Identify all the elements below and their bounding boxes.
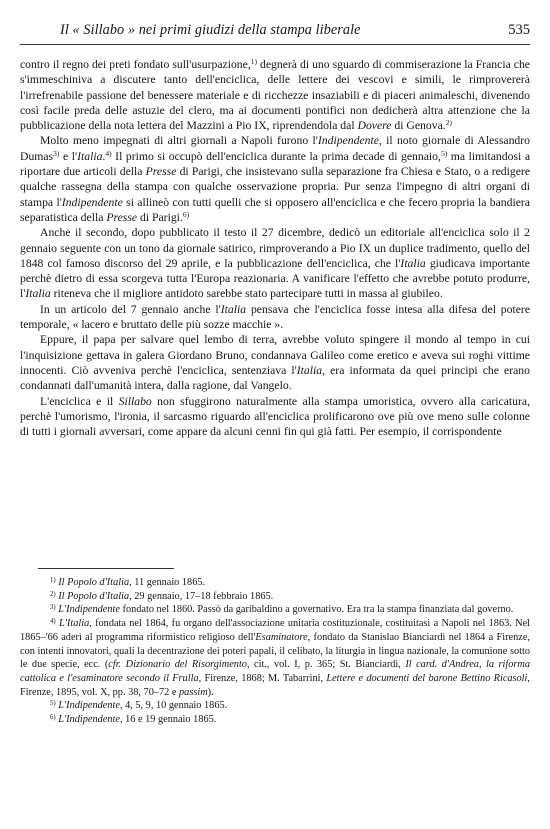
text-run: si allineò con tutti quelli che si opposero all'enciclica e che fecero propria la bandiera separatistica della [20,195,530,224]
text-run: degnerà di uno sguardo di commiserazione la Francia che s'immeschiniva a discutere tanto dell'enciclica, delle lettere dei vescovi e simili, le rimprovererà l'irrefrenabile passione del benessere materiale e di ricchezze insaziabili e di piaceri animaleschi, divenendo così facile preda delle astuzie del clero, ma ai documenti pontifici non dedicherà altra attenzione che la pubblicazione della nota lettera del Mazzini a Pio IX, riprendendola dal [20,58,530,133]
text-run: di Parigi, che insistevano sulla separazione fra Chiesa e Stato, o a redigere qualche rassegna della stampa con qualche osservazione propria. Pur senza l'impegno di altri organi di stampa l' [20,165,531,209]
italic-text: Il Popolo d'Italia [58,577,130,588]
text-run: e l' [59,149,78,163]
footnote-ref: 5) [50,700,56,708]
footnote [20,699,530,713]
italic-text: Italia [77,149,103,163]
text-run: pensava che l'enciclica fosse intesa alla difesa del potere temporale, « lacero e bruttato delle più sozze macchie ». [20,302,531,332]
text-run: di Parigi. [137,210,183,224]
italic-text: L'Indipendente [58,604,120,616]
text-run: Molto meno impegnati di altri giornali a Napoli furono l' [40,134,318,148]
italic-text: Il card. d'Andrea, la riforma cattolica e l'esaminatore secondo il Frulla [20,659,530,684]
running-title: Il « Sillabo » nei primi giudizi della stampa liberale [60,22,361,38]
footnote-ref: 1) [50,577,56,584]
text-run: ma limitandosi a riportare due articoli della [20,149,531,179]
italic-text: Italia [25,287,51,301]
text-run: ). [207,686,214,698]
text-run: , fondato da Stanislao Bianciardi nel 1864 a Firenze, con intenti innovatori, quali la decentrazione dei poteri papali, il celibato, la liturgia in lingua nazionale, la comunione sotto le due specie, ecc. ( [20,631,530,671]
text-run: , il noto giornale di Alessandro Dumas [20,134,530,163]
text-run: non sfuggirono naturalmente alla stampa umoristica, ovvero alla caricatura, perchè l'umorismo, l'ironia, il sarcasmo riguardo all'enciclica prolificarono ove più ove meno sulle colonne di tutti i giornali avversari, come appare da alcuni cenni fin qui già fatti. Per esempio, il corrispondente [20,394,531,439]
text-run: giudicava importante perchè dietro di essa scorgeva tutta l'Europa reazionaria. A vanificare l'effetto che avrebbe potuto produrre, l' [20,256,530,301]
text-run: In un articolo del 7 gennaio anche l' [40,302,221,316]
text-run: fondato nel 1860. Passò da garibaldino a governativo. Era tra la stampa finanziata dal governo. [119,604,514,616]
footnote [20,617,530,699]
italic-text: L'Indipendente [58,700,120,712]
body-paragraph [20,332,530,393]
text-run: Il primo si occupò dell'enciclica durante la prima decade di gennaio, [111,149,441,163]
footnote-ref: 3) [50,604,56,612]
italic-text: Italia [220,302,247,316]
footnote-ref: 6) [182,209,190,219]
body-paragraph [20,57,530,133]
footnote-ref: 2) [50,590,56,598]
footnote-ref: 6) [50,714,56,722]
footnote-ref: 4) [105,148,112,158]
text-run: , 16 e 19 gennaio 1865. [119,714,217,726]
italic-text: Italia [296,363,323,377]
footnote [20,590,530,604]
text-run: Eppure, il papa per salvare quel lembo di terra, avrebbe voluto spingere il mondo al tempo in cui l'inquisizione gettava in galera Giordano Bruno, condannava Galileo come eretico e aveva sui roghi vittime innocenti. Ciò avveniva perchè l'enciclica, sentenziava l' [20,333,530,377]
body-paragraph [20,133,530,225]
italic-text: L'Indipendente [58,714,120,726]
italic-text: Lettere e documenti del barone Bettino Ricasoli [326,672,528,684]
footnote [20,603,530,617]
header-rule [20,44,530,45]
footnote-ref: 5) [440,148,448,158]
italic-text: Dovere [357,119,392,133]
running-header [20,22,530,42]
italic-text: Presse [145,165,177,179]
body-paragraph [20,394,530,440]
text-run: , Firenze, 1895, vol. X, pp. 38, 70–72 e [20,672,530,698]
footnote-rule [38,568,174,569]
text-run: . [102,149,106,163]
footnote [20,713,530,727]
text-run: , fondata nel 1864, fu organo dell'associazione unitaria costituzionale, costituitasi a Napoli nel 1863. Nel 1865–'66 aderì al programma riformistico religioso dell' [20,618,530,643]
text-run: , cit., vol. I, p. 365; St. Bianciardi, [246,659,406,671]
text-run: , 29 gennaio, 17–18 febbraio 1865. [129,590,274,602]
footnotes [20,576,530,727]
italic-text: Italia [400,256,426,270]
text-run: contro il regno dei preti fondato sull'usurpazione, [20,58,251,71]
italic-text: passim [179,686,208,698]
italic-text: cfr. Dizionario del Risorgimento [108,659,247,671]
footnote-ref: 2) [445,118,452,128]
text-run: , Firenze, 1868; M. Tabarrini, [198,672,327,684]
text-run: , era informata da quei principi che erano condannati dall'umanità intera, dalla ragione, dal Vangelo. [20,363,530,393]
text-run: , 4, 5, 9, 10 gennaio 1865. [119,700,228,712]
body-paragraph [20,225,530,301]
body-text [20,57,530,439]
text-run: , 11 gennaio 1865. [129,577,206,588]
page-number: 535 [508,22,530,38]
italic-text: L'Italia [58,618,90,630]
italic-text: Esaminatore [255,631,308,643]
text-run: riteneva che il migliore antidoto sarebbe stato partecipare tutti in massa al giubileo. [50,287,443,301]
italic-text: Sillabo [118,394,152,408]
italic-text: Indipendente [317,134,379,148]
body-paragraph [20,302,530,333]
text-run: L'enciclica e il [40,394,119,408]
footnote [20,576,530,590]
footnote-ref: 1) [250,57,257,66]
footnote-ref: 4) [50,618,56,626]
italic-text: Presse [106,210,138,224]
italic-text: Il Popolo d'Italia [58,590,130,602]
text-run: di Genova. [391,119,446,133]
italic-text: Indipendente [61,195,123,209]
footnote-ref: 3) [53,148,60,158]
text-run: Anche il secondo, dopo pubblicato il testo il 27 dicembre, dedicò un editoriale all'enciclica solo il 2 gennaio seguente con un tono da giornale satirico, rimproverando a Pio IX un duplice tradimento, quello del 1848 col famoso discorso del 29 aprile, e la pubblicazione dell'enciclica, che l' [20,226,530,270]
